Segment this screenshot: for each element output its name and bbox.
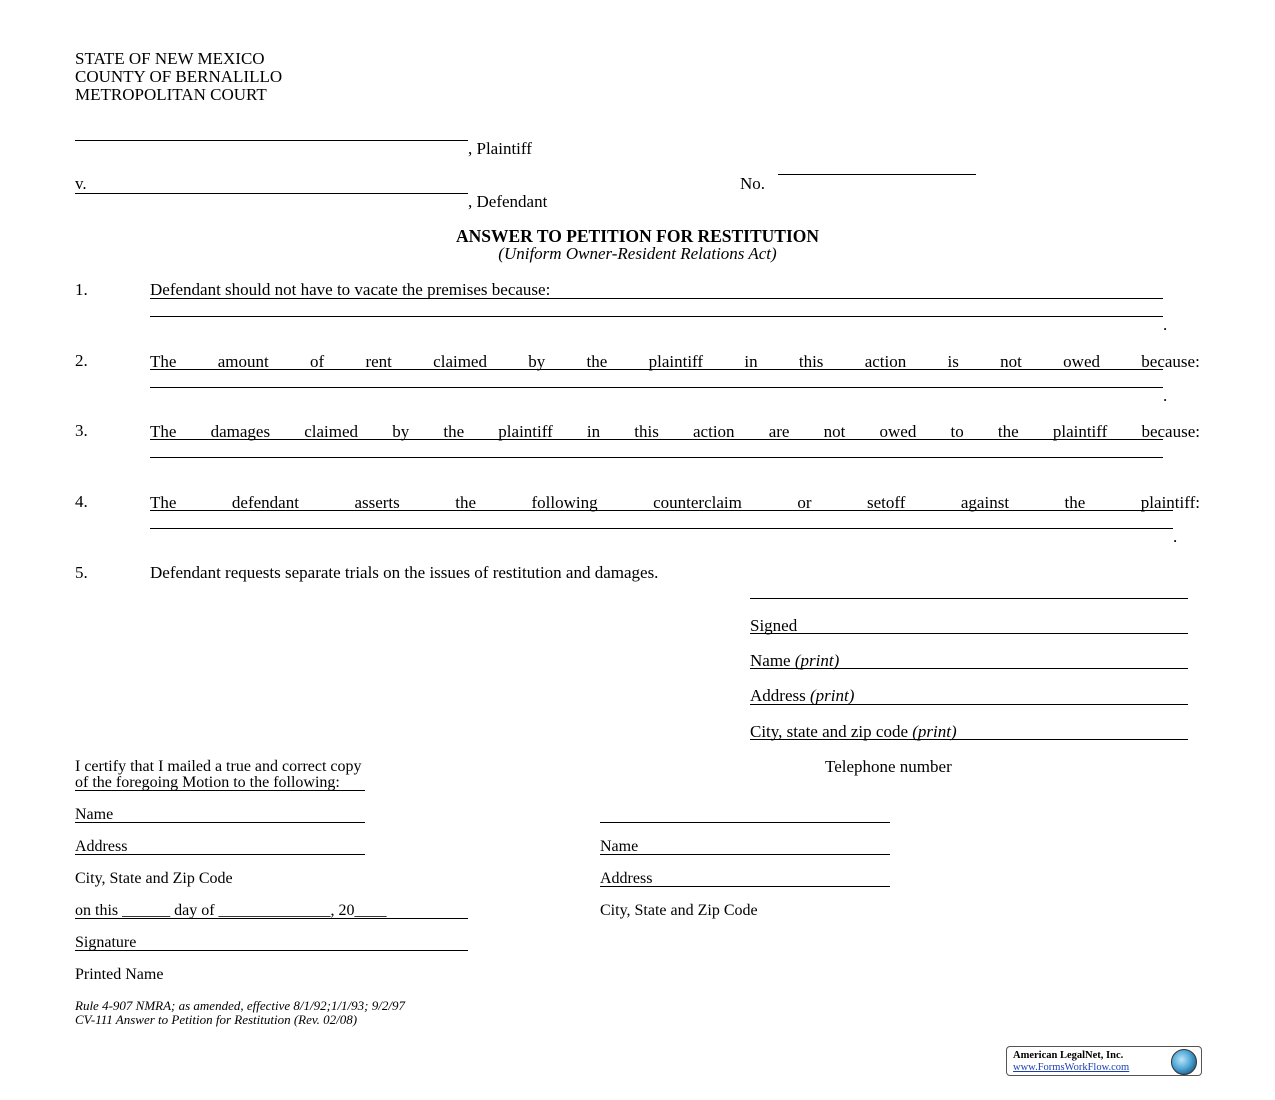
- recipient-1-address-label: Address: [75, 838, 128, 855]
- item-2-word: of: [310, 352, 325, 371]
- telephone-blank[interactable]: [750, 739, 1188, 740]
- item-2-word: this: [798, 352, 824, 371]
- item-3-word: plaintiff: [1052, 422, 1108, 441]
- logo-url-link[interactable]: www.FormsWorkFlow.com: [1013, 1062, 1130, 1073]
- case-number-label: No.: [740, 174, 766, 193]
- item-1-text: Defendant should not have to vacate the premises because:: [150, 280, 551, 299]
- item-3-word: action: [693, 422, 735, 441]
- court-name: METROPOLITAN COURT: [75, 85, 267, 104]
- item-3-word: damages: [210, 422, 271, 441]
- item-2-blank-1[interactable]: [150, 369, 1163, 370]
- item-1-period: .: [1163, 315, 1168, 334]
- print-name-blank[interactable]: [750, 633, 1188, 634]
- item-2-word: claimed: [433, 352, 487, 371]
- court-state: STATE OF NEW MEXICO: [75, 49, 265, 68]
- item-4-number: 4.: [75, 492, 88, 511]
- recipient-2-city-blank[interactable]: [600, 886, 890, 887]
- print-city-blank[interactable]: [750, 704, 1188, 705]
- recipient-2-address-label: Address: [600, 870, 653, 887]
- item-3-word: claimed: [304, 422, 359, 441]
- court-county: COUNTY OF BERNALILLO: [75, 67, 283, 86]
- american-legalnet-logo[interactable]: [1006, 1046, 1202, 1076]
- item-2-word: plaintiff: [648, 352, 704, 371]
- print-city-text: City, state and zip code: [750, 722, 908, 741]
- print-note: (print): [809, 686, 855, 705]
- item-3-word: to: [950, 422, 964, 441]
- print-address-text: Address: [750, 686, 806, 705]
- recipient-2-name-label: Name: [600, 838, 639, 855]
- signed-blank[interactable]: [750, 598, 1188, 599]
- item-5-number: 5.: [75, 563, 88, 582]
- document-title: ANSWER TO PETITION FOR RESTITUTION: [455, 226, 820, 246]
- item-2-word: amount: [217, 352, 269, 371]
- recipient-1-city-label: City, State and Zip Code: [75, 870, 233, 887]
- print-name-text: Name: [750, 651, 791, 670]
- item-4-word: or: [797, 493, 812, 512]
- item-3-word: are: [768, 422, 790, 441]
- versus-label: v.: [75, 174, 87, 193]
- plaintiff-label: , Plaintiff: [468, 139, 532, 158]
- item-2-word: the: [586, 352, 608, 371]
- certificate-signature-blank[interactable]: [75, 918, 468, 919]
- item-2-word: by: [528, 352, 546, 371]
- certificate-line-1: I certify that I mailed a true and correct copy: [75, 758, 362, 775]
- defendant-blank[interactable]: [75, 193, 468, 194]
- telephone-label: Telephone number: [825, 757, 952, 776]
- item-2-blank-2[interactable]: [150, 387, 1163, 388]
- item-2-word: is: [947, 352, 959, 371]
- item-2-word: in: [744, 352, 758, 371]
- item-2-word: action: [864, 352, 907, 371]
- item-3-word: by: [392, 422, 410, 441]
- logo-company: American LegalNet, Inc.: [1013, 1050, 1124, 1061]
- recipient-1-name-label: Name: [75, 806, 114, 823]
- item-3-word: in: [586, 422, 601, 441]
- certificate-printed-name-label: Printed Name: [75, 966, 164, 983]
- globe-icon: [1171, 1049, 1197, 1075]
- item-2-word: because:: [1141, 352, 1200, 371]
- item-3-blank-1[interactable]: [150, 439, 1163, 440]
- print-note: (print): [912, 722, 957, 741]
- item-1-number: 1.: [75, 280, 88, 299]
- item-2-word: owed: [1063, 352, 1100, 371]
- item-4-word: defendant: [231, 493, 299, 512]
- recipient-1-address-blank[interactable]: [75, 822, 365, 823]
- item-3-word: this: [634, 422, 659, 441]
- item-4-word: against: [960, 493, 1010, 512]
- recipient-1-name-blank[interactable]: [75, 790, 365, 791]
- footer-rule: Rule 4-907 NMRA; as amended, effective 8/1/92;1/1/93; 9/2/97: [75, 998, 405, 1013]
- recipient-2-address-blank[interactable]: [600, 854, 890, 855]
- item-3-word: The: [150, 422, 177, 441]
- item-1-blank-2[interactable]: [150, 316, 1163, 317]
- item-3-word: owed: [879, 422, 917, 441]
- certificate-signature-label: Signature: [75, 934, 137, 951]
- item-3-blank-2[interactable]: [150, 457, 1163, 458]
- certificate-printed-name-blank[interactable]: [75, 950, 468, 951]
- item-3-word: plaintiff: [498, 422, 553, 441]
- item-3-number: 3.: [75, 421, 88, 440]
- print-address-blank[interactable]: [750, 668, 1188, 669]
- case-number-blank[interactable]: [778, 174, 976, 175]
- item-4-word: the: [1064, 493, 1086, 512]
- print-note: (print): [794, 651, 840, 670]
- item-4-period: .: [1173, 527, 1178, 546]
- item-4-word: setoff: [867, 493, 906, 512]
- item-4-word: asserts: [354, 493, 400, 512]
- signed-label: Signed: [750, 616, 798, 635]
- item-2-period: .: [1163, 386, 1168, 405]
- certificate-line-2: of the foregoing Motion to the following:: [75, 774, 340, 791]
- item-4-word: following: [531, 493, 598, 512]
- item-3-word: because:: [1141, 422, 1200, 441]
- item-2-word: The: [150, 352, 177, 371]
- item-3-word: the: [997, 422, 1019, 441]
- recipient-2-name-blank[interactable]: [600, 822, 890, 823]
- item-4-blank-2[interactable]: [150, 528, 1173, 529]
- item-5-text: Defendant requests separate trials on the issues of restitution and damages.: [150, 563, 659, 582]
- document-subtitle: (Uniform Owner-Resident Relations Act): [498, 244, 777, 263]
- item-4-word: plaintiff:: [1140, 493, 1200, 512]
- item-4-word: the: [455, 493, 477, 512]
- mailing-date-line[interactable]: on this ______ day of ______________, 20____: [75, 902, 387, 919]
- defendant-label: , Defendant: [468, 192, 548, 211]
- item-1-blank-1[interactable]: [150, 298, 1163, 299]
- item-3-word: not: [823, 422, 846, 441]
- item-2-number: 2.: [75, 351, 88, 370]
- recipient-2-city-label: City, State and Zip Code: [600, 902, 758, 919]
- item-4-word: The: [150, 493, 177, 512]
- item-4-word: counterclaim: [653, 493, 742, 512]
- item-2-word: rent: [365, 352, 392, 371]
- print-address-label: [750, 687, 854, 705]
- footer-form-id: CV-111 Answer to Petition for Restitution (Rev. 02/08): [75, 1012, 358, 1027]
- item-3-word: the: [443, 422, 465, 441]
- recipient-1-city-blank[interactable]: [75, 854, 365, 855]
- item-2-word: not: [1000, 352, 1022, 371]
- item-4-blank-1[interactable]: [150, 510, 1173, 511]
- plaintiff-blank[interactable]: [75, 140, 468, 141]
